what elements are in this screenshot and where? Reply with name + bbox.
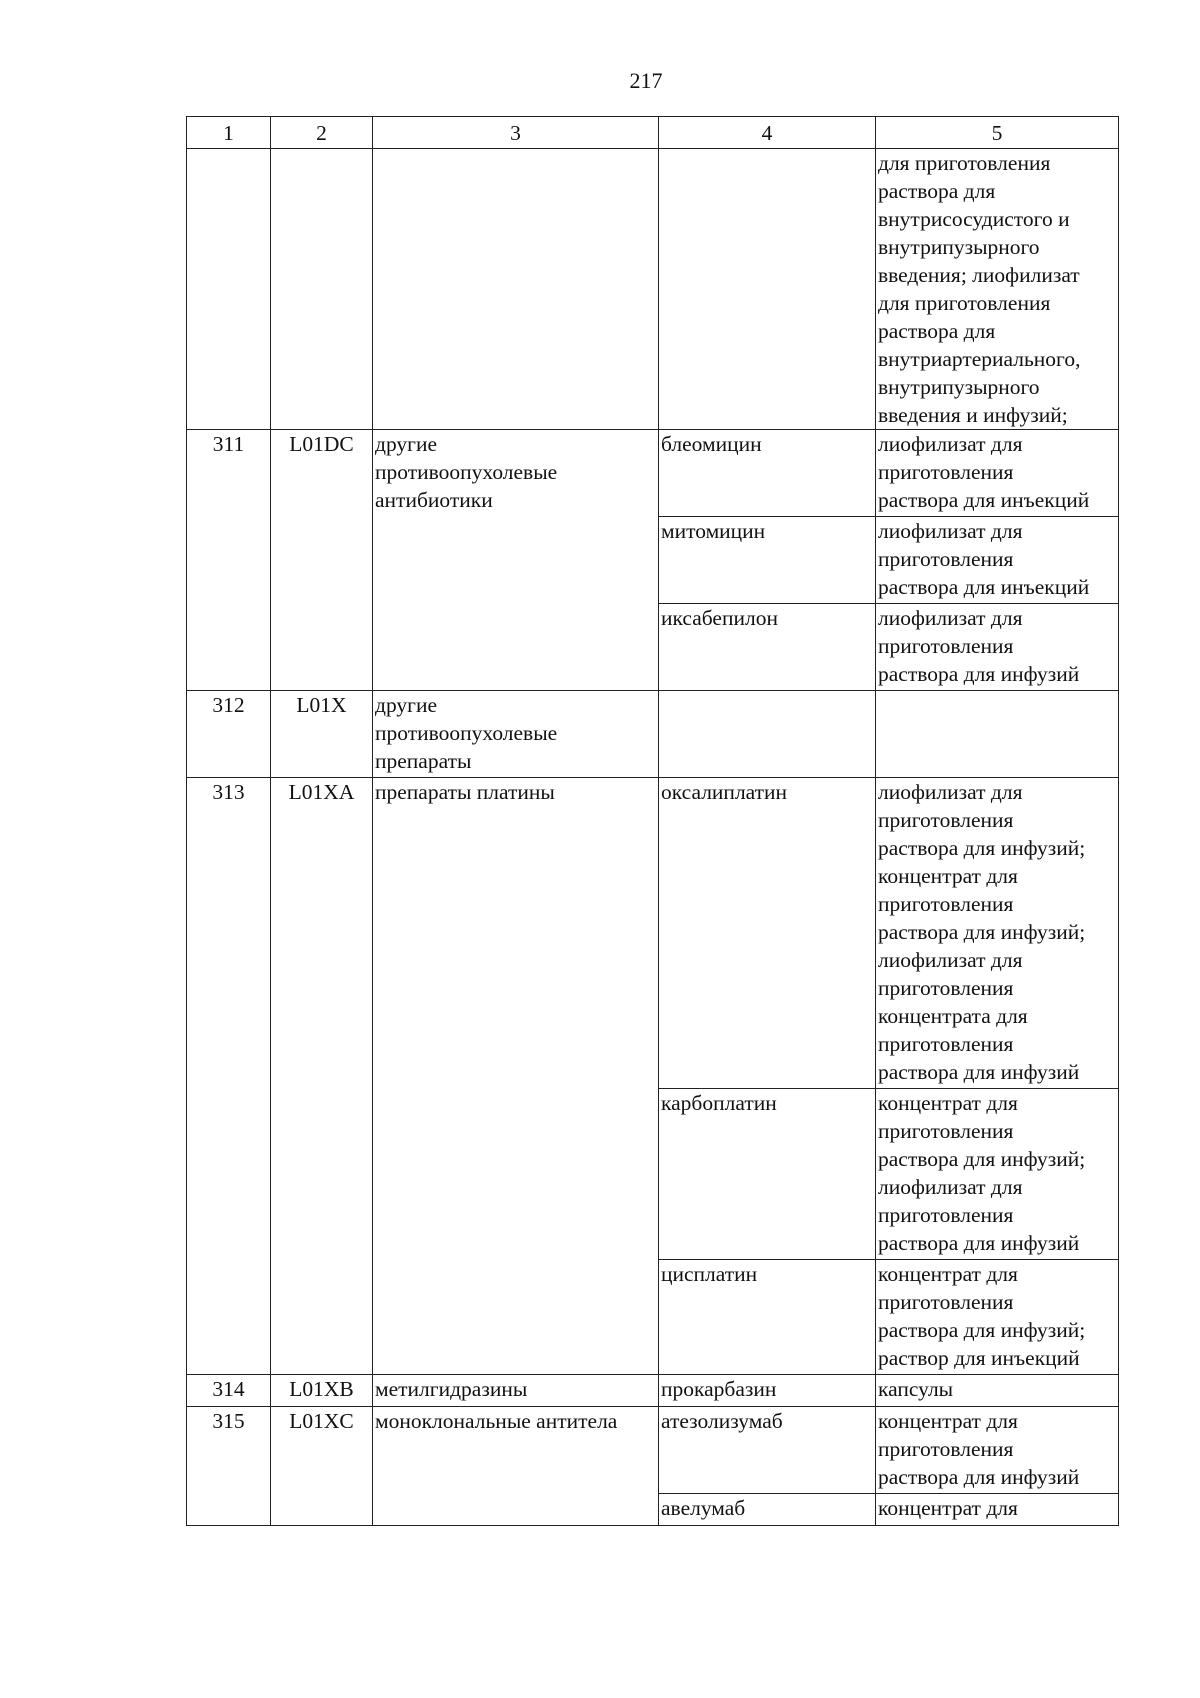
- drug-table: [186, 116, 1119, 1526]
- drug-name-cell: прокарбазин: [659, 1375, 876, 1407]
- dosage-forms-cell: лиофилизат для приготовления раствора для инъекций: [876, 517, 1119, 604]
- dosage-forms-cell: концентрат для приготовления раствора для инфузий; раствор для инъекций: [876, 1260, 1119, 1375]
- atc-code-cell: L01X: [271, 691, 373, 778]
- table-header-row: [187, 117, 1119, 149]
- drug-name-cell: [659, 149, 876, 430]
- atc-code-cell: L01XC: [271, 1407, 373, 1526]
- atc-code-cell: L01XA: [271, 778, 373, 1375]
- table-row-311: [187, 430, 1119, 517]
- row-number-cell: 315: [187, 1407, 271, 1526]
- drug-name-cell: оксалиплатин: [659, 778, 876, 1089]
- drug-name-cell: иксабепилон: [659, 604, 876, 691]
- atc-code-cell: L01XB: [271, 1375, 373, 1407]
- dosage-forms-cell: концентрат для приготовления раствора для инфузий: [876, 1407, 1119, 1494]
- group-cell: другие противоопухолевые препараты: [373, 691, 659, 778]
- atc-code-cell: L01DC: [271, 430, 373, 691]
- dosage-forms-cell: лиофилизат для приготовления раствора для инъекций: [876, 430, 1119, 517]
- drug-name-cell: цисплатин: [659, 1260, 876, 1375]
- column-number-4: 4: [659, 117, 876, 149]
- group-cell: моноклональные антитела: [373, 1407, 659, 1526]
- dosage-forms-cell: [876, 691, 1119, 778]
- row-number-cell: 314: [187, 1375, 271, 1407]
- group-cell: другие противоопухолевые антибиотики: [373, 430, 659, 691]
- column-number-2: 2: [271, 117, 373, 149]
- dosage-forms-cell: капсулы: [876, 1375, 1119, 1407]
- table-row-continuation: [187, 149, 1119, 430]
- drug-name-cell: карбоплатин: [659, 1089, 876, 1260]
- row-number-cell: 313: [187, 778, 271, 1375]
- row-number-cell: 311: [187, 430, 271, 691]
- row-number-cell: [187, 149, 271, 430]
- atc-code-cell: [271, 149, 373, 430]
- group-cell: препараты платины: [373, 778, 659, 1375]
- column-number-3: 3: [373, 117, 659, 149]
- column-number-5: 5: [876, 117, 1119, 149]
- group-cell: метилгидразины: [373, 1375, 659, 1407]
- dosage-forms-cell: концентрат для: [876, 1494, 1119, 1526]
- drug-name-cell: авелумаб: [659, 1494, 876, 1526]
- table-row-312: [187, 691, 1119, 778]
- drug-name-cell: атезолизумаб: [659, 1407, 876, 1494]
- row-number-cell: 312: [187, 691, 271, 778]
- drug-name-cell: блеомицин: [659, 430, 876, 517]
- page-number: 217: [629, 68, 663, 93]
- table-row-314: [187, 1375, 1119, 1407]
- dosage-forms-cell: для приготовления раствора для внутрисосудистого и внутрипузырного введения; лиофилизат для приготовления раствора для внутриартериального, внутрипузырного введения и инфузий;: [876, 149, 1119, 430]
- dosage-forms-cell: лиофилизат для приготовления раствора для инфузий; концентрат для приготовления раствора для инфузий; лиофилизат для приготовления концентрата для приготовления раствора для инфузий: [876, 778, 1119, 1089]
- column-number-1: 1: [187, 117, 271, 149]
- group-cell: [373, 149, 659, 430]
- table-row-315: [187, 1407, 1119, 1494]
- dosage-forms-cell: концентрат для приготовления раствора для инфузий; лиофилизат для приготовления раствора для инфузий: [876, 1089, 1119, 1260]
- drug-name-cell: [659, 691, 876, 778]
- table-row-313: [187, 778, 1119, 1089]
- dosage-forms-cell: лиофилизат для приготовления раствора для инфузий: [876, 604, 1119, 691]
- drug-name-cell: митомицин: [659, 517, 876, 604]
